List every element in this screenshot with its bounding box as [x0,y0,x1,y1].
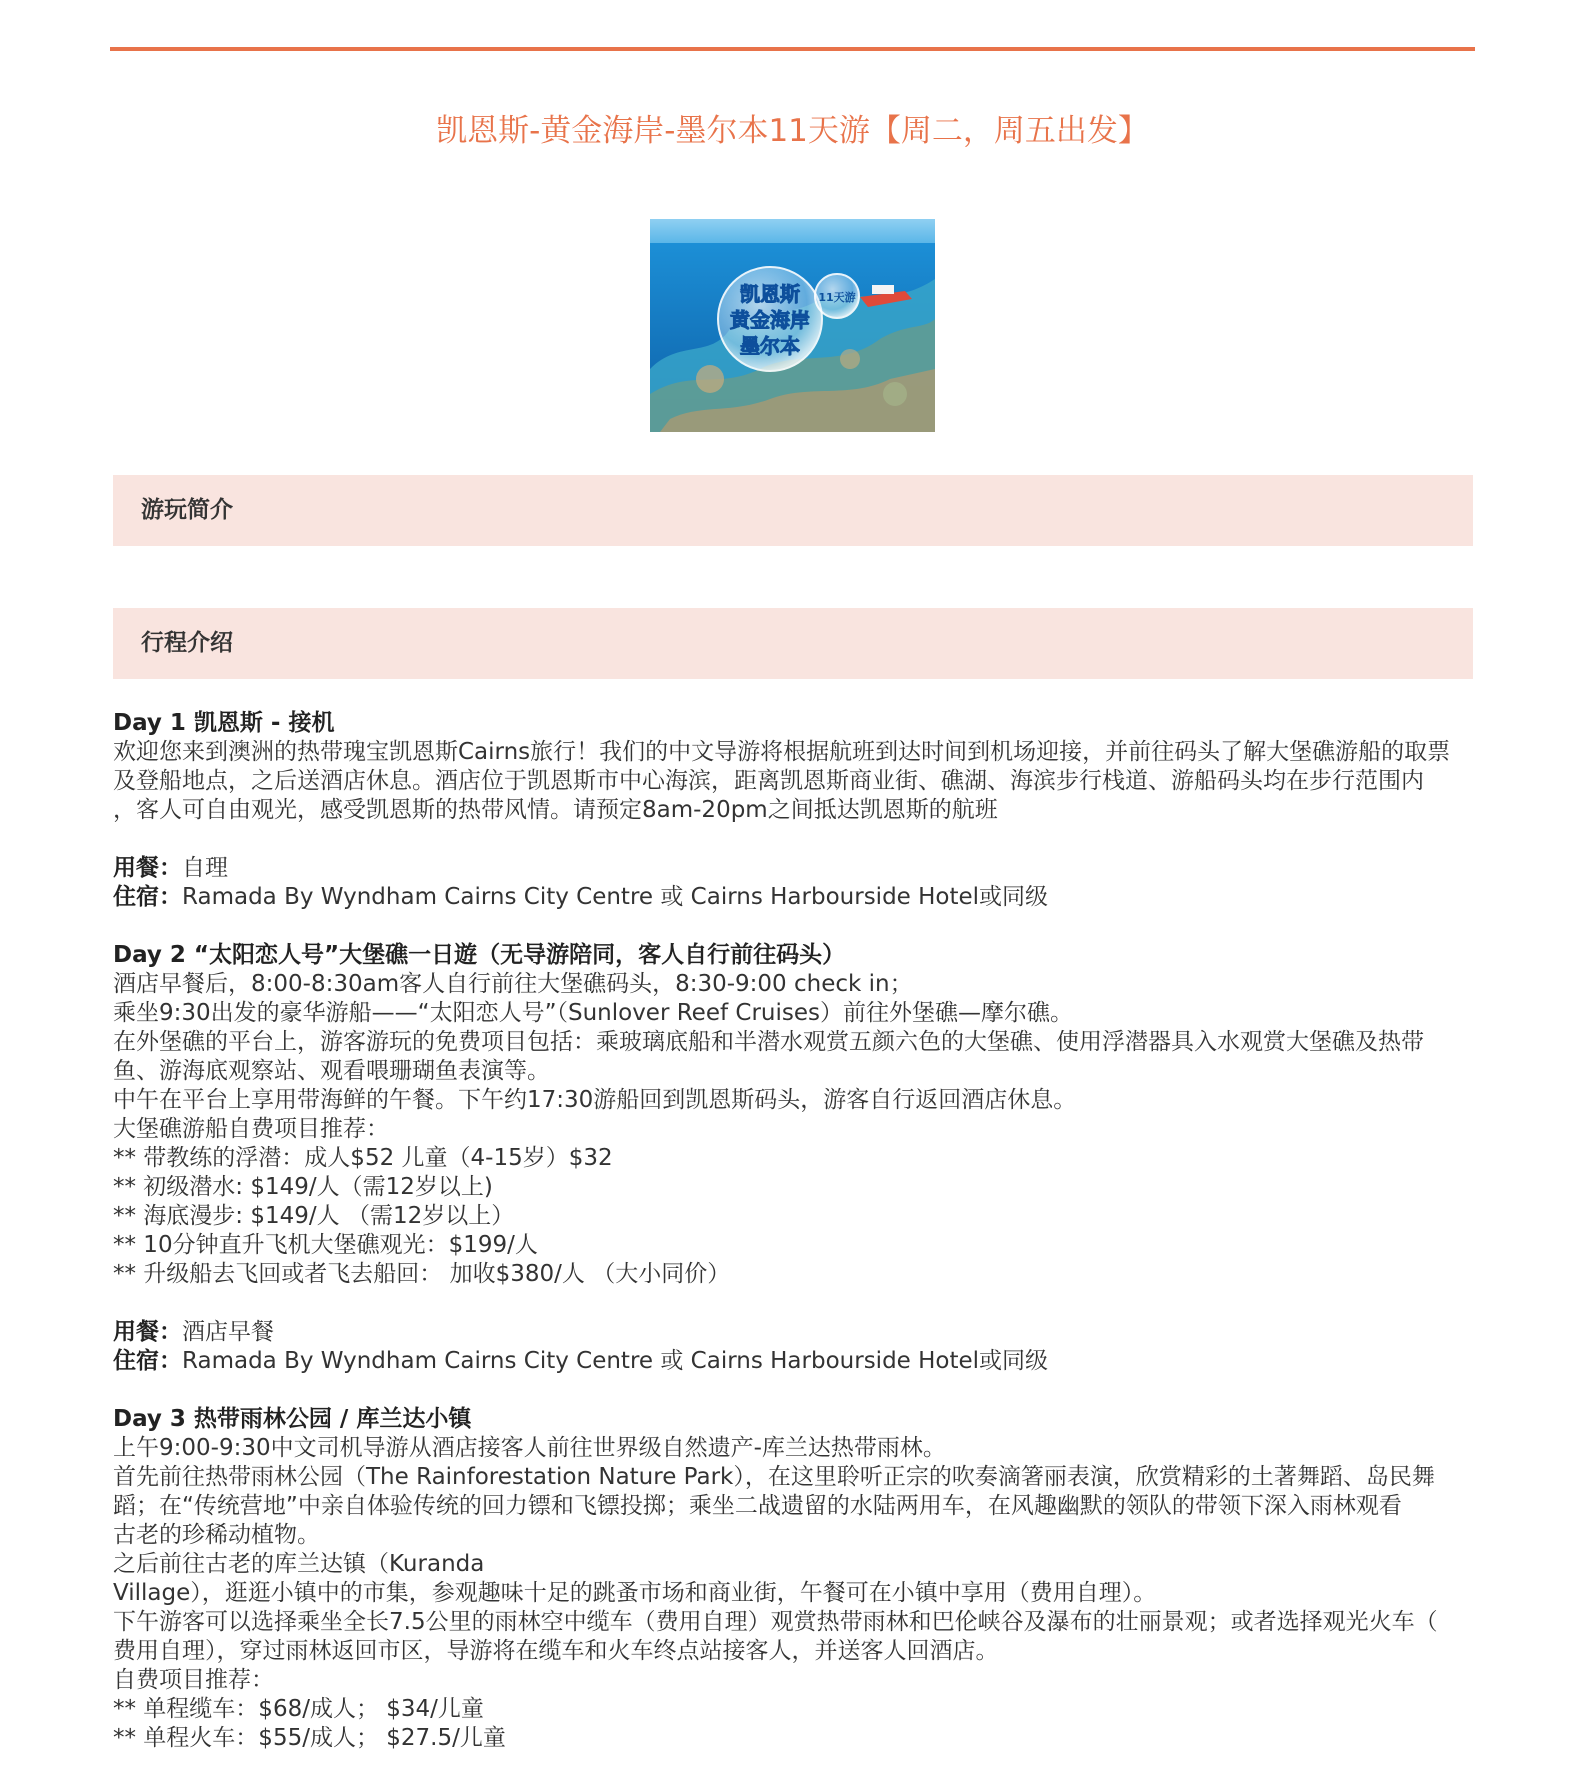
day-3-line-10: ** 单程缆车：$68/成人； $34/儿童 [113,1696,484,1722]
hero-badge-line-1: 凯恩斯 [740,282,800,306]
hero-badge-tag: 11天游 [818,291,856,304]
day-2-line-8: ** 初级潜水: $149/人（需12岁以上) [113,1174,493,1200]
section-intro-header: 游玩简介 [113,475,1473,546]
hotel-label: 住宿： [113,1348,182,1374]
day-3-line-7: 下午游客可以选择乘坐全长7.5公里的雨林空中缆车（费用自理）观赏热带雨林和巴伦峡谷及瀑布的壮丽景观；或者选择观光火车（ [113,1609,1438,1635]
day-2-meals-value: 酒店早餐 [182,1319,274,1345]
meals-label: 用餐： [113,1319,182,1345]
day-3-title: Day 3 热带雨林公园 / 库兰达小镇 [113,1406,472,1432]
day-2-line-4: 鱼、游海底观察站、观看喂珊瑚鱼表演等。 [113,1058,550,1084]
top-divider [110,47,1475,51]
section-itinerary-header: 行程介绍 [113,608,1473,679]
day-2-hotel [113,1347,1483,1376]
day-1-line-3: ，客人可自由观光，感受凯恩斯的热带风情。请预定8am-20pm之间抵达凯恩斯的航班 [113,797,998,823]
day-3-line-11: ** 单程火车：$55/成人； $27.5/儿童 [113,1725,506,1751]
day-1-meals [113,854,1483,883]
page-title: 凯恩斯-黄金海岸-墨尔本11天游【周二，周五出发】 [436,113,1149,149]
day-1-hotel-value: Ramada By Wyndham Cairns City Centre 或 Cairns Harbourside Hotel或同级 [182,884,1049,910]
day-2-title: Day 2 “太阳恋人号”大堡礁一日遊（无导游陪同，客人自行前往码头） [113,942,846,968]
day-1-line-2: 及登船地点，之后送酒店休息。酒店位于凯恩斯市中心海滨，距离凯恩斯商业街、礁湖、海滨步行栈道、游船码头均在步行范围内 [113,768,1424,794]
day-3-line-4: 古老的珍稀动植物。 [113,1522,320,1548]
day-2-hotel-value: Ramada By Wyndham Cairns City Centre 或 Cairns Harbourside Hotel或同级 [182,1348,1049,1374]
day-2-line-7: ** 带教练的浮潜：成人$52 儿童（4-15岁）$32 [113,1145,613,1171]
day-2-line-6: 大堡礁游船自费项目推荐： [113,1116,389,1142]
itinerary-content [113,709,1483,1753]
day-2-line-2: 乘坐9:30出发的豪华游船——“太阳恋人号”（Sunlover Reef Cruises）前往外堡礁—摩尔礁。 [113,1000,1073,1026]
day-2-line-3: 在外堡礁的平台上，游客游玩的免费项目包括：乘玻璃底船和半潜水观赏五颜六色的大堡礁、使用浮潜器具入水观赏大堡礁及热带 [113,1029,1424,1055]
day-2-meals [113,1318,1483,1347]
day-3-line-2: 首先前往热带雨林公园（The Rainforestation Nature Park），在这里聆听正宗的吹奏滴箸丽表演，欣赏精彩的土著舞蹈、岛民舞 [113,1464,1435,1490]
hero-image [650,219,935,432]
hero-badge-line-2: 黄金海岸 [730,308,810,332]
day-3-line-6: Village），逛逛小镇中的市集，参观趣味十足的跳蚤市场和商业街，午餐可在小镇中享用（费用自理）。 [113,1580,1157,1606]
day-2-line-9: ** 海底漫步: $149/人 （需12岁以上） [113,1203,515,1229]
day-1-meals-value: 自理 [182,855,228,881]
day-3-line-9: 自费项目推荐： [113,1667,274,1693]
day-3-line-5: 之后前往古老的库兰达镇（Kuranda [113,1551,485,1577]
day-2-line-11: ** 升级船去飞回或者飞去船回： 加收$380/人 （大小同价） [113,1261,731,1287]
hotel-label: 住宿： [113,884,182,910]
day-2-line-10: ** 10分钟直升飞机大堡礁观光：$199/人 [113,1232,538,1258]
day-1-hotel [113,883,1483,912]
day-2-line-5: 中午在平台上享用带海鲜的午餐。下午约17:30游船回到凯恩斯码头，游客自行返回酒店休息。 [113,1087,1077,1113]
meals-label: 用餐： [113,855,182,881]
day-3-line-3: 蹈；在“传统营地”中亲自体验传统的回力镖和飞镖投掷；乘坐二战遗留的水陆两用车，在风趣幽默的领队的带领下深入雨林观看 [113,1493,1402,1519]
day-3-line-1: 上午9:00-9:30中文司机导游从酒店接客人前往世界级自然遗产-库兰达热带雨林。 [113,1435,946,1461]
day-1-line-1: 欢迎您来到澳洲的热带瑰宝凯恩斯Cairns旅行！我们的中文导游将根据航班到达时间到机场迎接，并前往码头了解大堡礁游船的取票 [113,739,1451,765]
hero-badge-line-3: 墨尔本 [740,334,800,358]
day-3-line-8: 费用自理），穿过雨林返回市区，导游将在缆车和火车终点站接客人，并送客人回酒店。 [113,1638,999,1664]
day-2-line-1: 酒店早餐后，8:00-8:30am客人自行前往大堡礁码头，8:30-9:00 check in； [113,971,913,997]
day-1-title: Day 1 凯恩斯 - 接机 [113,710,335,736]
